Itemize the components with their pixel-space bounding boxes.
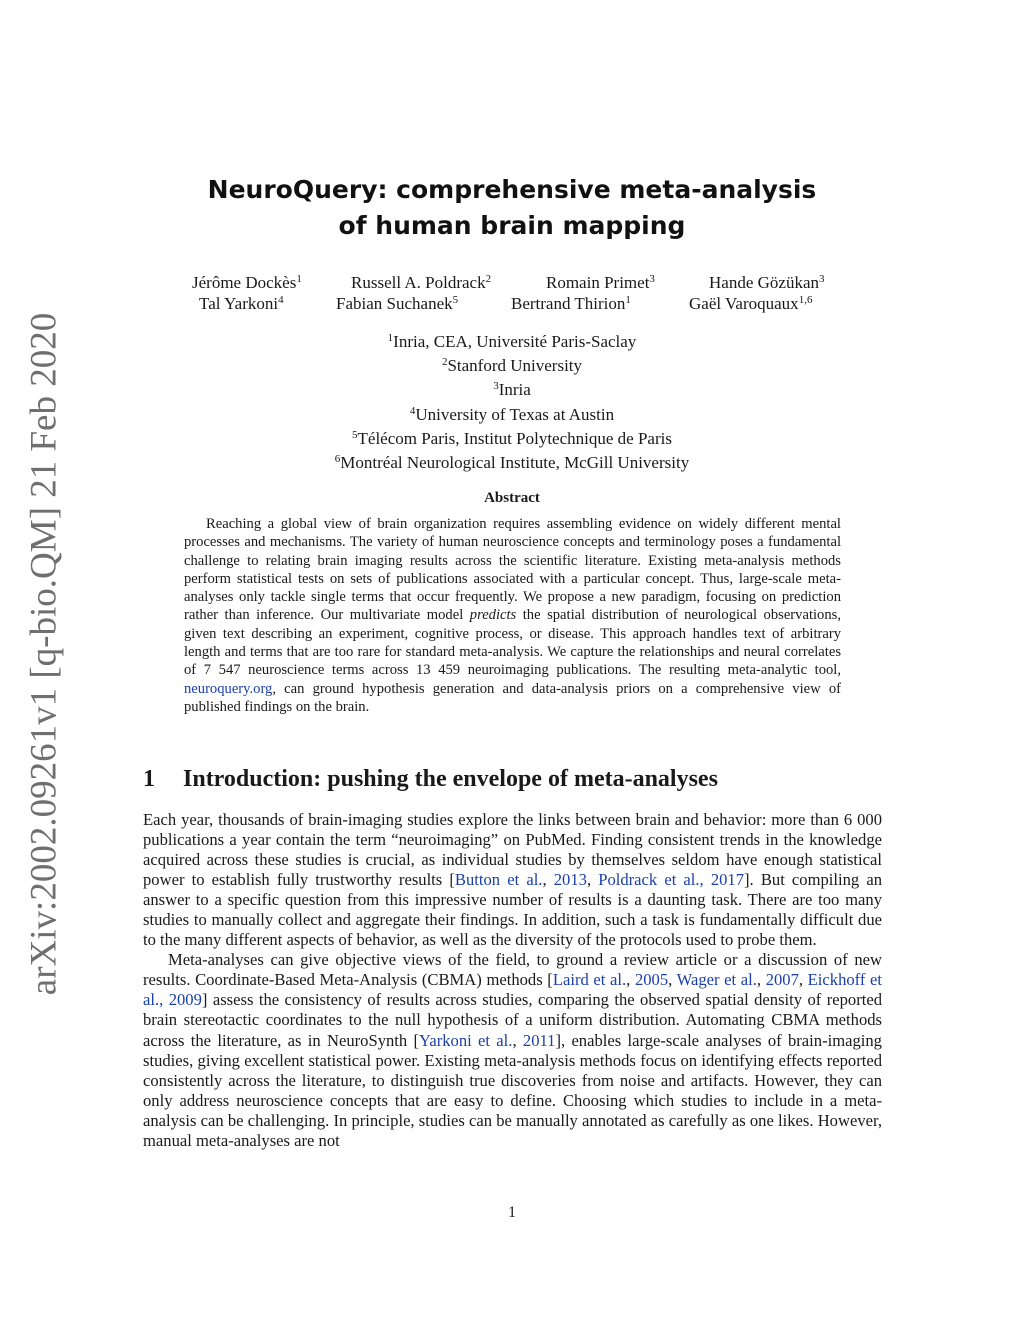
section-number: 1 bbox=[143, 766, 155, 792]
citation-link[interactable]: 2013 bbox=[553, 870, 587, 890]
author-name: Tal Yarkoni$^4$ bbox=[199, 294, 284, 313]
author-name: Jérôme Dockès$^1$ bbox=[192, 273, 302, 292]
paper-title bbox=[0, 172, 1024, 244]
body-paragraph: Meta-analyses can give objective views of the field, to ground a review article or a discussion of new results. Coordinate-Based Meta-Analysis (CBMA) methods [Laird et al., 2005, Wager et al., 2007, Eickhoff et al., 2009] assess the consistency of results across studies, comparing the observed spatial density of reported brain stereotactic coordinates to the null hypothesis of a uniform distribution. Automating CBMA methods across the literature, as in NeuroSynth [Yarkoni et al., 2011], enables large-scale analyses of brain-imaging studies, giving excellent statistical power. Existing meta-analysis methods focus on identifying effects reported consistently across the literature, to distinguish true discoveries from noise and artifacts. However, they can only address neuroscience concepts that are easy to define. Choosing which studies to include in a meta-analysis can be challenging. In principle, studies can be manually annotated as carefully as one likes. However, manual meta-analyses are not bbox=[143, 950, 883, 1150]
affiliation: $^4$University of Texas at Austin bbox=[409, 404, 615, 424]
arxiv-identifier-stamp[interactable]: arXiv:2002.09261v1 [q-bio.QM] 21 Feb 2020 bbox=[23, 312, 65, 996]
author-name: Russell A. Poldrack$^2$ bbox=[351, 273, 492, 292]
citation-link[interactable]: 2005 bbox=[634, 970, 669, 990]
body-paragraph: Each year, thousands of brain-imaging studies explore the links between brain and behavior: more than 6 000 publications a year contain the term “neuroimaging” on PubMed. Finding consistent trends in the knowledge acquired across these studies is crucial, as individual studies by themselves seldom have enough statistical power to establish fully trustworthy results [Button et al., 2013, Poldrack et al., 2017]. But compiling an answer to a specific question from this impressive number of results is a daunting task. There are too many studies to manually collect and aggregate their findings. In addition, such a task is fundamentally difficult due to the many different aspects of behavior, as well as the diversity of the protocols used to probe them. bbox=[143, 810, 883, 950]
citation-link[interactable]: Button et al. bbox=[454, 870, 543, 890]
affiliation: $^2$Stanford University bbox=[441, 356, 583, 376]
citation-link[interactable]: Wager et al. bbox=[676, 970, 757, 990]
title-line-2: of human brain mapping bbox=[338, 211, 686, 240]
author-name: Hande Gözükan$^3$ bbox=[709, 273, 825, 292]
citation-link[interactable]: Yarkoni et al. bbox=[419, 1030, 513, 1050]
section-title-text: Introduction: pushing the envelope of meta-analyses bbox=[183, 766, 718, 792]
neuroquery-link[interactable]: neuroquery.org bbox=[184, 680, 273, 697]
abstract-heading: Abstract bbox=[484, 490, 540, 506]
author-name: Fabian Suchanek$^5$ bbox=[336, 294, 459, 313]
abstract-paragraph: Reaching a global view of brain organization requires assembling evidence on widely different mental processes and mechanisms. The variety of human neuroscience concepts and terminology poses a fundamental challenge to relating brain imaging results across the scientific literature. Existing meta-analysis methods perform statistical tests on sets of publications associated with a particular concept. Thus, large-scale meta-analyses only tackle single terms that occur frequently. We propose a new paradigm, focusing on prediction rather than inference. Our multivariate model predicts the spatial distribution of neurological observations, given text describing an experiment, cognitive process, or disease. This approach handles text of arbitrary length and terms that are too rare for standard meta-analysis. We capture the relationships and neural correlates of 7 547 neuroscience terms across 13 459 neuroimaging publications. The resulting meta-analytic tool, neuroquery.org, can ground hypothesis generation and data-analysis priors on a comprehensive view of published findings on the brain. bbox=[184, 516, 841, 715]
abstract-body bbox=[184, 515, 841, 716]
citation-link[interactable]: Eickhoff et al., 2009 bbox=[143, 970, 883, 1010]
citation-link[interactable]: Poldrack et al., 2017 bbox=[598, 870, 745, 890]
page-number: 1 bbox=[508, 1204, 516, 1221]
affiliation-list bbox=[0, 328, 1024, 473]
author-name: Gaël Varoquaux$^{1,6}$ bbox=[689, 294, 813, 313]
citation-link[interactable]: Laird et al. bbox=[552, 970, 627, 990]
affiliation: $^3$Inria bbox=[493, 380, 531, 400]
affiliation: $^1$Inria, CEA, Université Paris-Saclay bbox=[387, 332, 637, 351]
citation-link[interactable]: 2007 bbox=[765, 970, 799, 990]
title-line-1: NeuroQuery: comprehensive meta-analysis bbox=[207, 175, 817, 204]
emphasis-predicts: predicts bbox=[469, 607, 517, 624]
section-heading bbox=[143, 766, 718, 793]
author-name: Romain Primet$^3$ bbox=[546, 273, 655, 292]
affiliation: $^6$Montréal Neurological Institute, McGill University bbox=[334, 453, 690, 473]
introduction-body bbox=[143, 810, 882, 1151]
author-name: Bertrand Thirion$^1$ bbox=[511, 294, 631, 313]
citation-link[interactable]: 2011 bbox=[522, 1030, 556, 1050]
affiliation: $^5$Télécom Paris, Institut Polytechnique de Paris bbox=[352, 428, 672, 448]
